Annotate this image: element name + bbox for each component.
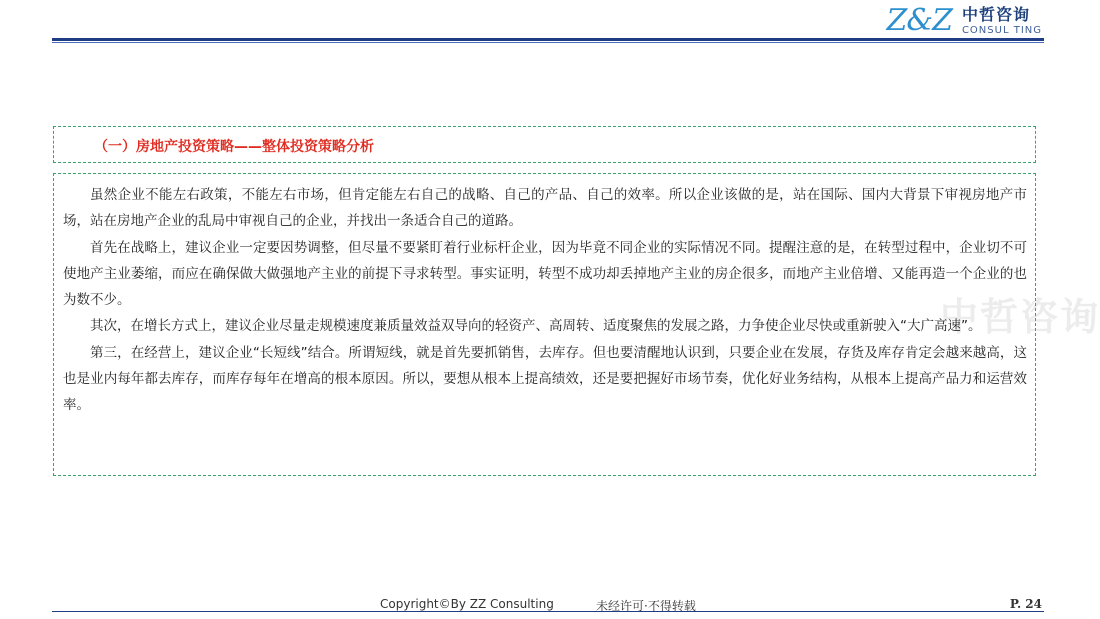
footer-divider — [52, 611, 1044, 612]
paragraph-3: 其次，在增长方式上，建议企业尽量走规模速度兼质量效益双导向的轻资产、高周转、适度聚焦的发展之路，力争使企业尽快或重新驶入“大广高速”。 — [90, 318, 982, 335]
logo-text — [961, 4, 1042, 36]
paragraph-2: 首先在战略上，建议企业一定要因势调整，但尽量不要紧盯着行业标杆企业，因为毕竟不同企业的实际情况不同。提醒注意的是，在转型过程中，企业切不可使地产主业萎缩，而应在确保做大做强地产主业的前提下寻求转型。事实证明，转型不成功却丢掉地产主业的房企很多，而地产主业倍增、又能再造一个企业的也为数不少。 — [63, 239, 1027, 309]
logo-chinese-name: 中哲咨询 — [961, 4, 1030, 24]
footer-copyright: Copyright©By ZZ Consulting — [380, 597, 554, 611]
company-logo — [887, 4, 1042, 38]
section-body-box — [53, 173, 1036, 476]
page-number: P. 24 — [1009, 597, 1042, 611]
header-divider — [52, 38, 1044, 43]
footer-notice: 未经许可·不得转载 — [596, 599, 696, 613]
logo-mark: Z&Z — [886, 3, 952, 38]
section-title-box — [53, 126, 1036, 163]
paragraph-1: 虽然企业不能左右政策，不能左右市场，但肯定能左右自己的战略、自己的产品、自己的效率。所以企业该做的是，站在国际、国内大背景下审视房地产市场，站在房地产企业的乱局中审视自己的企业，并找出一条适合自己的道路。 — [63, 187, 1027, 230]
section-title: （一）房地产投资策略——整体投资策略分析 — [94, 139, 374, 155]
paragraph-4: 第三，在经营上，建议企业“长短线”结合。所谓短线，就是首先要抓销售，去库存。但也要清醒地认识到，只要企业在发展，存货及库存肯定会越来越高，这也是业内每年都去库存，而库存每年在增高的根本原因。所以，要想从根本上提高绩效，还是要把握好市场节奏，优化好业务结构，从根本上提高产品力和运营效率。 — [63, 344, 1027, 414]
watermark: 中哲咨询 — [939, 295, 1100, 339]
logo-english-name: CONSUL TING — [961, 24, 1042, 36]
